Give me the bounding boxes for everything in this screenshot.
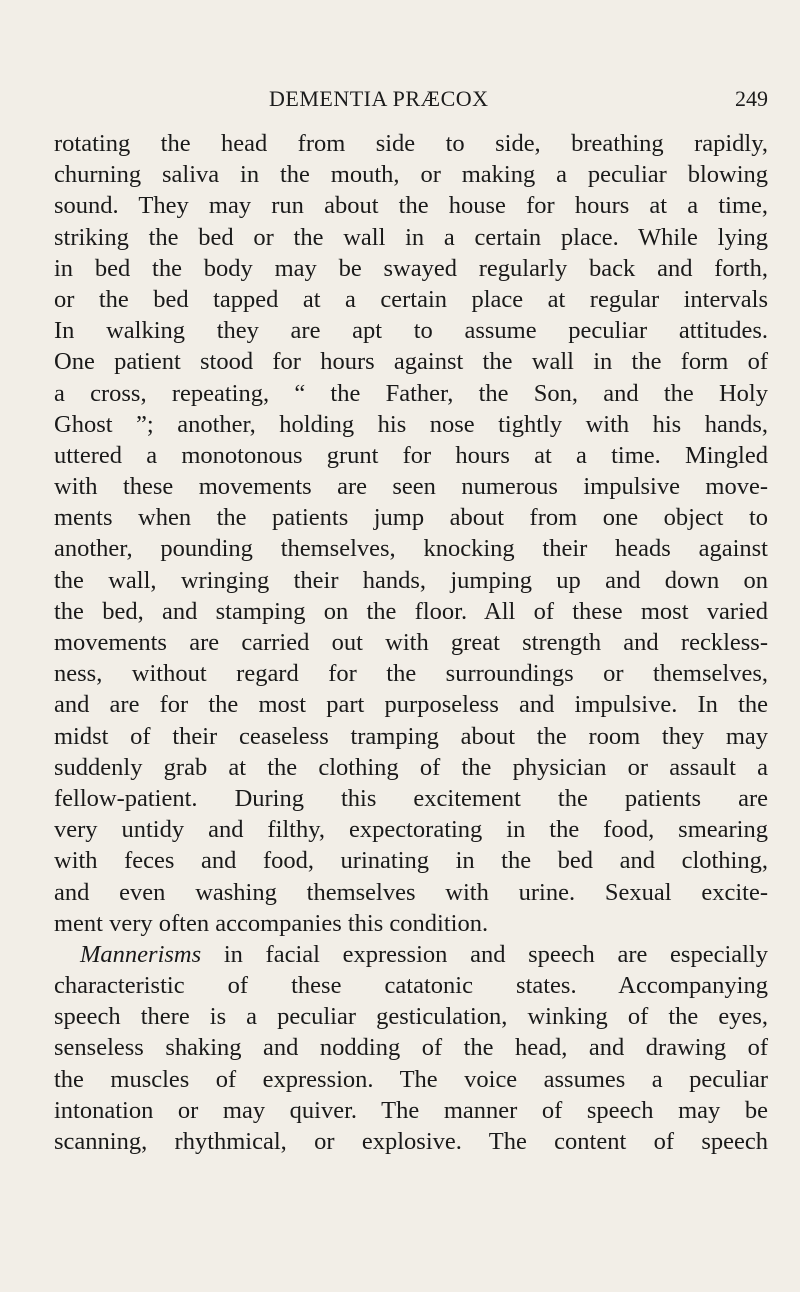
text-line: uttered a monotonous grunt for hours at a time. Mingled <box>54 441 768 469</box>
running-head <box>54 86 768 116</box>
text-line: in bed the body may be swayed regularly back and forth, <box>54 254 768 282</box>
text-line: scanning, rhythmical, or explosive. The content of speech <box>54 1128 768 1155</box>
text-fragment: in facial expression and speech are especially <box>201 940 768 968</box>
text-line: rotating the head from side to side, breathing rapidly, <box>54 130 768 157</box>
text-line: ness, without regard for the surroundings or themselves, <box>54 660 768 688</box>
text-line: another, pounding themselves, knocking their heads against <box>54 535 768 563</box>
text-line: In walking they are apt to assume peculiar attitudes. <box>54 317 768 345</box>
text-line: characteristic of these catatonic states. Accompanying <box>54 972 768 1000</box>
text-line: churning saliva in the mouth, or making a peculiar blowing <box>54 161 768 189</box>
text-line: the muscles of expression. The voice assumes a peculiar <box>54 1065 768 1093</box>
text-line: One patient stood for hours against the wall in the form of <box>54 348 768 376</box>
body-text <box>54 128 768 1157</box>
text-line: the wall, wringing their hands, jumping up and down on <box>54 566 768 594</box>
text-line: very untidy and filthy, expectorating in the food, smearing <box>54 816 768 844</box>
text-line: sound. They may run about the house for hours at a time, <box>54 192 768 220</box>
text-line: Ghost ”; another, holding his nose tightly with his hands, <box>54 410 768 438</box>
text-line: suddenly grab at the clothing of the physician or assault a <box>54 753 768 781</box>
italic-term: Mannerisms <box>80 940 202 968</box>
text-line: movements are carried out with great strength and reckless- <box>54 629 768 656</box>
text-line: or the bed tapped at a certain place at regular intervals <box>54 285 768 313</box>
text-line: with feces and food, urinating in the bed and clothing, <box>54 847 768 875</box>
text-line: ments when the patients jump about from one object to <box>54 504 768 532</box>
running-title: DEMENTIA PRÆCOX <box>269 86 489 111</box>
text-line: midst of their ceaseless tramping about the room they may <box>54 722 768 750</box>
page-number: 249 <box>735 86 768 111</box>
text-line: speech there is a peculiar gesticulation, winking of the eyes, <box>54 1003 768 1031</box>
paragraph-first-line <box>54 939 768 970</box>
text-line: with these movements are seen numerous impulsive move- <box>54 473 768 501</box>
text-line: fellow-patient. During this excitement the patients are <box>54 784 768 812</box>
text-line: senseless shaking and nodding of the head, and drawing of <box>54 1034 768 1062</box>
text-line: intonation or may quiver. The manner of speech may be <box>54 1096 768 1124</box>
text-line: the bed, and stamping on the floor. All of these most varied <box>54 597 768 625</box>
text-line: a cross, repeating, “ the Father, the Son, and the Holy <box>54 379 768 407</box>
text-line: striking the bed or the wall in a certain place. While lying <box>54 223 768 251</box>
text-line: and even washing themselves with urine. Sexual excite- <box>54 878 768 906</box>
text-line: and are for the most part purposeless and impulsive. In the <box>54 691 768 719</box>
text-line: ment very often accompanies this condition. <box>54 909 489 937</box>
